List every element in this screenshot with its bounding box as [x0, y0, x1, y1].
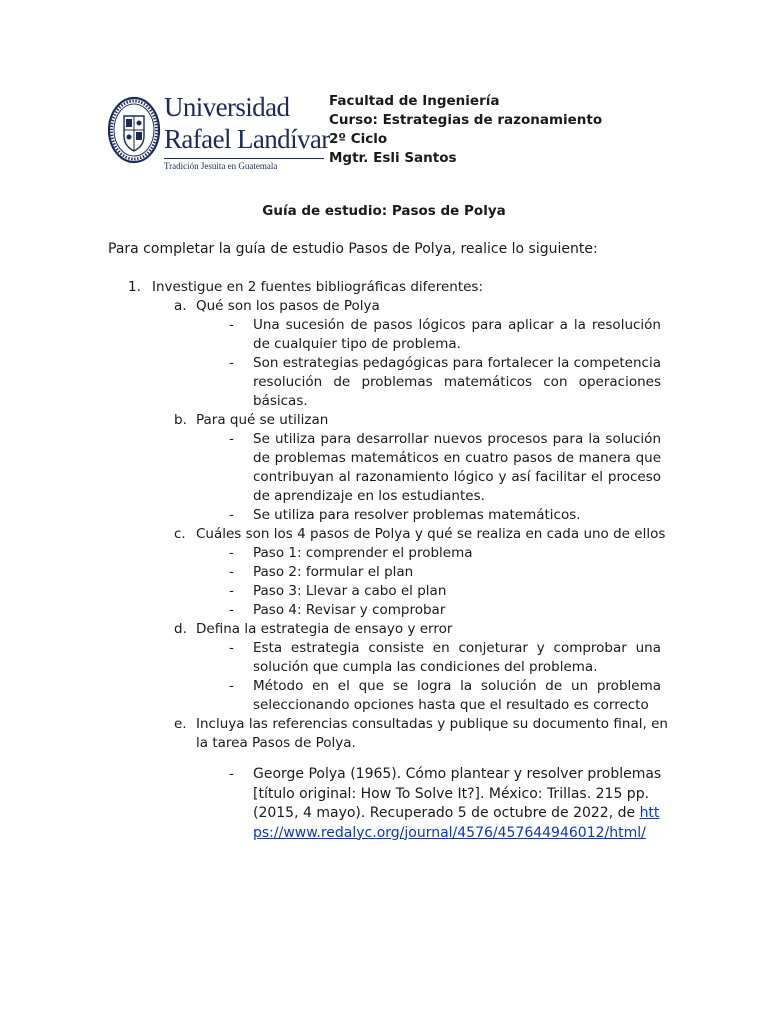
sub-item-text: Para qué se utilizan	[196, 412, 329, 428]
reference-link[interactable]: https://www.redalyc.org/journal/4576/457644946012/html/	[253, 805, 660, 841]
intro-paragraph: Para completar la guía de estudio Pasos de Polya, realice lo siguiente:	[108, 241, 598, 257]
teacher-name: Mgtr. Esli Santos	[329, 150, 457, 166]
bullet-item	[108, 563, 668, 582]
bullet-item	[108, 582, 668, 601]
bullet-text: Esta estrategia consiste en conjeturar y comprobar una solución que cumpla las condiciones del problema.	[253, 640, 661, 675]
bullet-dash: -	[229, 545, 234, 561]
bullet-text: Se utiliza para desarrollar nuevos procesos para la solución de problemas matemáticos en cuatro pasos de manera que contribuyan al razonamiento lógico y así facilitar el proceso de aprendizaje en los estudiantes.	[253, 431, 661, 504]
logo-divider	[164, 158, 324, 159]
bullet-dash: -	[229, 602, 234, 618]
sub-item-label: e.	[174, 716, 187, 732]
faculty-name: Facultad de Ingeniería	[329, 93, 500, 109]
bullet-text: Paso 3: Llevar a cabo el plan	[253, 583, 447, 599]
logo-tagline: Tradición Jesuita en Guatemala	[164, 161, 278, 171]
document-title: Guía de estudio: Pasos de Polya	[262, 203, 506, 219]
bullet-text: Se utiliza para resolver problemas matemáticos.	[253, 507, 581, 523]
logo-line-universidad: Universidad	[164, 92, 290, 122]
sub-item-a	[108, 297, 668, 316]
sub-item-d	[108, 620, 668, 639]
university-logo	[108, 90, 330, 171]
logo-line-rafael-landivar: Rafael Landívar	[164, 124, 330, 154]
reference-entry	[253, 765, 663, 843]
university-seal-icon	[108, 94, 164, 164]
list-item-text: Investigue en 2 fuentes bibliográficas diferentes:	[152, 279, 484, 295]
bullet-item	[108, 430, 668, 506]
bullet-text: Una sucesión de pasos lógicos para aplicar a la resolución de cualquier tipo de problema.	[253, 317, 661, 352]
course-cycle: 2º Ciclo	[329, 131, 388, 147]
bullet-text: Método en el que se logra la solución de un problema seleccionando opciones hasta que el resultado es correcto	[253, 678, 661, 713]
reference-text: George Polya (1965). Cómo plantear y resolver problemas [título original: How To Solve It?]. México: Trillas. 215 pp. (2015, 4 mayo). Recuperado 5 de octubre de 2022, de	[253, 766, 662, 821]
course-info	[329, 92, 602, 168]
bullet-text: Paso 4: Revisar y comprobar	[253, 602, 446, 618]
bullet-item	[108, 506, 668, 525]
bullet-text: Paso 1: comprender el problema	[253, 545, 473, 561]
instructions-list	[108, 278, 668, 843]
bullet-dash: -	[229, 640, 234, 656]
bullet-item	[108, 544, 668, 563]
bullet-item	[108, 639, 668, 677]
sub-item-e	[108, 715, 668, 753]
bullet-dash: -	[229, 564, 234, 580]
bullet-dash: -	[229, 678, 234, 694]
sub-item-label: c.	[174, 526, 186, 542]
list-item	[108, 278, 668, 297]
bullet-text: Paso 2: formular el plan	[253, 564, 414, 580]
spacer	[108, 753, 668, 765]
bullet-item	[108, 677, 668, 715]
sub-item-label: d.	[174, 621, 187, 637]
bullet-dash: -	[229, 317, 234, 333]
list-number: 1.	[128, 279, 141, 295]
bullet-item	[108, 354, 668, 411]
bullet-text: Son estrategias pedagógicas para fortalecer la competencia resolución de problemas matemáticos con operaciones básicas.	[253, 355, 661, 409]
bullet-dash: -	[229, 583, 234, 599]
sub-item-label: b.	[174, 412, 187, 428]
bullet-dash: -	[229, 766, 234, 782]
document-header	[108, 88, 668, 184]
sub-item-c	[108, 525, 668, 544]
sub-item-label: a.	[174, 298, 187, 314]
reference-item	[108, 765, 668, 843]
sub-item-b	[108, 411, 668, 430]
sub-item-text: Defina la estrategia de ensayo y error	[196, 621, 453, 637]
sub-item-text: Cuáles son los 4 pasos de Polya y qué se realiza en cada uno de ellos	[196, 526, 666, 542]
bullet-dash: -	[229, 431, 234, 447]
bullet-item	[108, 316, 668, 354]
sub-item-text: Qué son los pasos de Polya	[196, 298, 380, 314]
bullet-dash: -	[229, 507, 234, 523]
bullet-item	[108, 601, 668, 620]
course-name: Curso: Estrategias de razonamiento	[329, 112, 603, 128]
sub-item-text: Incluya las referencias consultadas y publique su documento final, en la tarea Pasos de Polya.	[196, 716, 668, 751]
bullet-dash: -	[229, 355, 234, 371]
